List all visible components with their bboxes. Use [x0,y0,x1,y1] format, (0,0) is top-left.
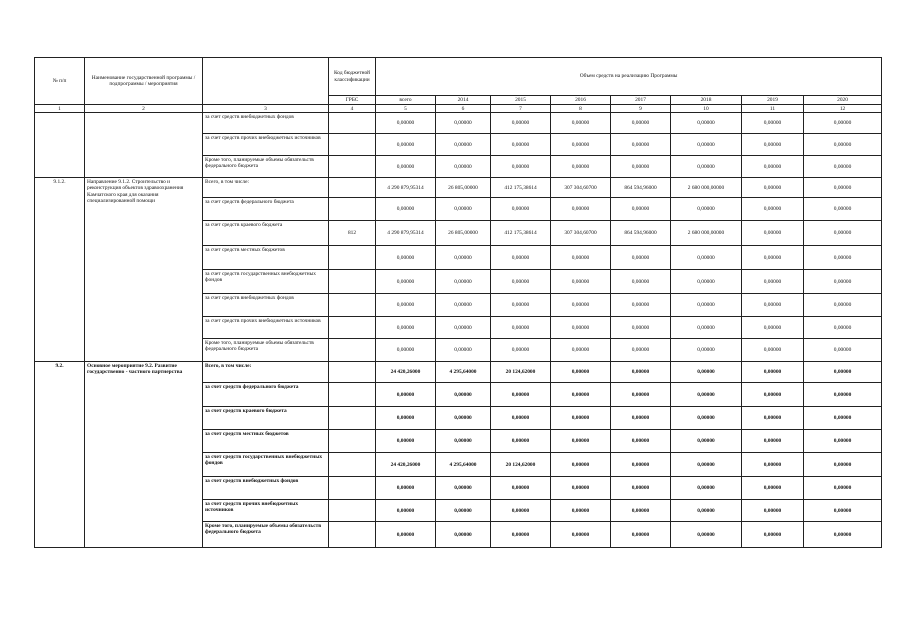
funding-source-cell: за счет средств федерального бюджета [203,198,329,221]
year-amount-cell: 0,00000 [671,294,742,317]
year-amount-cell: 0,00000 [742,522,804,548]
year-amount-cell: 0,00000 [742,270,804,294]
year-amount-cell: 0,00000 [671,317,742,339]
grbs-code-cell [329,383,376,407]
funding-source-cell: за счет средств внебюджетных фондов [203,113,329,134]
year-amount-cell: 0,00000 [436,407,491,430]
grbs-code-cell: 812 [329,221,376,246]
funding-source-cell: за счет средств краевого бюджета [203,407,329,430]
year-amount-cell: 0,00000 [436,294,491,317]
column-number: 5 [376,105,436,113]
grbs-code-cell [329,178,376,198]
year-amount-cell: 0,00000 [551,198,611,221]
grbs-code-cell [329,477,376,500]
year-amount-cell: 0,00000 [671,522,742,548]
year-amount-cell: 0,00000 [804,317,882,339]
year-amount-cell: 0,00000 [671,477,742,500]
year-amount-cell: 2 680 000,00000 [671,178,742,198]
total-amount-cell: 24 420,26000 [376,453,436,477]
year-amount-cell: 4 295,64000 [436,362,491,383]
header-source [203,58,329,105]
year-amount-cell: 0,00000 [611,294,671,317]
year-amount-cell: 0,00000 [742,198,804,221]
grbs-code-cell [329,294,376,317]
total-amount-cell: 0,00000 [376,477,436,500]
funding-source-cell: Кроме того, планируемые объемы обязательств федерального бюджета [203,339,329,362]
year-amount-cell: 20 124,62000 [491,453,551,477]
year-amount-cell: 0,00000 [611,362,671,383]
year-amount-cell: 0,00000 [436,198,491,221]
column-number: 6 [436,105,491,113]
year-amount-cell: 0,00000 [491,430,551,453]
year-amount-cell: 0,00000 [436,339,491,362]
column-number: 10 [671,105,742,113]
table-row [35,178,882,198]
budget-table-sheet [34,57,881,548]
year-amount-cell: 0,00000 [611,383,671,407]
year-amount-cell: 0,00000 [611,134,671,156]
year-amount-cell: 26 805,00000 [436,221,491,246]
year-amount-cell: 0,00000 [611,430,671,453]
header-year: 2018 [671,96,742,105]
table-body [35,113,882,548]
year-amount-cell: 0,00000 [671,134,742,156]
year-amount-cell: 0,00000 [491,477,551,500]
year-amount-cell: 0,00000 [611,270,671,294]
year-amount-cell: 0,00000 [804,430,882,453]
total-amount-cell: 0,00000 [376,383,436,407]
total-amount-cell: 24 420,26000 [376,362,436,383]
year-amount-cell: 0,00000 [436,522,491,548]
year-amount-cell: 0,00000 [742,430,804,453]
header-total: всего [376,96,436,105]
year-amount-cell: 26 805,00000 [436,178,491,198]
year-amount-cell: 0,00000 [436,477,491,500]
grbs-code-cell [329,134,376,156]
year-amount-cell: 0,00000 [742,178,804,198]
funding-source-cell: за счет средств прочих внебюджетных источников [203,500,329,522]
column-number: 2 [85,105,203,113]
year-amount-cell: 0,00000 [671,198,742,221]
year-amount-cell: 0,00000 [551,317,611,339]
year-amount-cell: 0,00000 [491,317,551,339]
year-amount-cell: 0,00000 [551,362,611,383]
year-amount-cell: 0,00000 [671,156,742,178]
year-amount-cell: 4 295,64000 [436,453,491,477]
year-amount-cell: 307 304,60700 [551,221,611,246]
year-amount-cell: 0,00000 [611,500,671,522]
year-amount-cell: 0,00000 [742,339,804,362]
year-amount-cell: 0,00000 [551,522,611,548]
year-amount-cell: 0,00000 [551,477,611,500]
header-year: 2016 [551,96,611,105]
year-amount-cell: 0,00000 [611,317,671,339]
year-amount-cell: 0,00000 [804,246,882,270]
funding-source-cell: за счет средств внебюджетных фондов [203,477,329,500]
year-amount-cell: 0,00000 [742,477,804,500]
total-amount-cell: 4 290 879,95314 [376,178,436,198]
year-amount-cell: 0,00000 [611,453,671,477]
total-amount-cell: 0,00000 [376,198,436,221]
year-amount-cell: 0,00000 [611,198,671,221]
year-amount-cell: 0,00000 [742,362,804,383]
total-amount-cell: 0,00000 [376,134,436,156]
year-amount-cell: 0,00000 [551,500,611,522]
funding-source-cell: за счет средств внебюджетных фондов [203,294,329,317]
header-year: 2019 [742,96,804,105]
total-amount-cell: 4 290 879,95314 [376,221,436,246]
year-amount-cell: 0,00000 [804,221,882,246]
year-amount-cell: 0,00000 [611,477,671,500]
header-year: 2020 [804,96,882,105]
funding-source-cell: за счет средств краевого бюджета [203,221,329,246]
column-number: 8 [551,105,611,113]
funding-source-cell: за счет средств местных бюджетов [203,430,329,453]
year-amount-cell: 0,00000 [804,113,882,134]
year-amount-cell: 307 304,60700 [551,178,611,198]
year-amount-cell: 0,00000 [742,500,804,522]
year-amount-cell: 0,00000 [436,134,491,156]
year-amount-cell: 0,00000 [551,246,611,270]
grbs-code-cell [329,407,376,430]
year-amount-cell: 864 594,96000 [611,221,671,246]
year-amount-cell: 0,00000 [671,246,742,270]
year-amount-cell: 0,00000 [436,246,491,270]
total-amount-cell: 0,00000 [376,317,436,339]
header-index: № п/п [35,58,85,105]
header-year: 2017 [611,96,671,105]
year-amount-cell: 0,00000 [804,178,882,198]
year-amount-cell: 0,00000 [436,113,491,134]
year-amount-cell: 0,00000 [551,383,611,407]
grbs-code-cell [329,198,376,221]
year-amount-cell: 0,00000 [804,453,882,477]
column-number: 11 [742,105,804,113]
year-amount-cell: 0,00000 [611,113,671,134]
year-amount-cell: 0,00000 [804,407,882,430]
funding-source-cell: Кроме того, планируемые объемы обязательств федерального бюджета [203,522,329,548]
header-volume: Объем средств на реализацию Программы [376,58,882,96]
grbs-code-cell [329,317,376,339]
year-amount-cell: 0,00000 [436,156,491,178]
year-amount-cell: 0,00000 [551,294,611,317]
year-amount-cell: 0,00000 [804,522,882,548]
year-amount-cell: 0,00000 [742,407,804,430]
year-amount-cell: 0,00000 [491,198,551,221]
funding-source-cell: Кроме того, планируемые объемы обязательств федерального бюджета [203,156,329,178]
year-amount-cell: 0,00000 [551,407,611,430]
year-amount-cell: 0,00000 [742,246,804,270]
year-amount-cell: 0,00000 [804,156,882,178]
year-amount-cell: 0,00000 [491,156,551,178]
year-amount-cell: 0,00000 [671,113,742,134]
year-amount-cell: 0,00000 [491,294,551,317]
header-name: Наименование государственной программы / подпрограммы / мероприятия [85,58,203,105]
year-amount-cell: 0,00000 [671,270,742,294]
year-amount-cell: 0,00000 [491,339,551,362]
year-amount-cell: 0,00000 [742,317,804,339]
year-amount-cell: 0,00000 [436,500,491,522]
year-amount-cell: 0,00000 [742,221,804,246]
funding-source-cell: за счет средств прочих внебюджетных источников [203,317,329,339]
column-number: 7 [491,105,551,113]
year-amount-cell: 0,00000 [436,270,491,294]
item-index-cell: 9.1.2. [35,178,85,362]
year-amount-cell: 0,00000 [804,134,882,156]
year-amount-cell: 0,00000 [671,383,742,407]
year-amount-cell: 864 594,96000 [611,178,671,198]
year-amount-cell: 0,00000 [804,383,882,407]
year-amount-cell: 0,00000 [611,156,671,178]
year-amount-cell: 0,00000 [491,134,551,156]
grbs-code-cell [329,500,376,522]
year-amount-cell: 0,00000 [436,383,491,407]
year-amount-cell: 0,00000 [551,339,611,362]
grbs-code-cell [329,522,376,548]
total-amount-cell: 0,00000 [376,246,436,270]
column-number: 9 [611,105,671,113]
funding-source-cell: за счет средств федерального бюджета [203,383,329,407]
year-amount-cell: 0,00000 [611,407,671,430]
year-amount-cell: 0,00000 [491,500,551,522]
funding-source-cell: за счет средств местных бюджетов [203,246,329,270]
column-number: 3 [203,105,329,113]
year-amount-cell: 0,00000 [491,407,551,430]
table-row [35,113,882,134]
item-index-cell [35,113,85,178]
year-amount-cell: 0,00000 [742,156,804,178]
year-amount-cell: 2 680 000,00000 [671,221,742,246]
budget-table [34,57,882,548]
year-amount-cell: 0,00000 [804,339,882,362]
year-amount-cell: 0,00000 [551,134,611,156]
year-amount-cell: 0,00000 [742,383,804,407]
grbs-code-cell [329,362,376,383]
year-amount-cell: 20 124,62000 [491,362,551,383]
year-amount-cell: 0,00000 [551,156,611,178]
total-amount-cell: 0,00000 [376,522,436,548]
total-amount-cell: 0,00000 [376,500,436,522]
grbs-code-cell [329,453,376,477]
year-amount-cell: 0,00000 [491,113,551,134]
header-code: Код бюджетной классификации [329,58,376,96]
year-amount-cell: 0,00000 [551,113,611,134]
total-amount-cell: 0,00000 [376,156,436,178]
year-amount-cell: 0,00000 [671,430,742,453]
item-name-cell: Направление 9.1.2. Строительство и реконструкция объектов здравоохранения Камчатского края для оказания специализированной помощи [85,178,203,362]
year-amount-cell: 0,00000 [551,270,611,294]
year-amount-cell: 0,00000 [436,317,491,339]
year-amount-cell: 412 175,38614 [491,221,551,246]
year-amount-cell: 0,00000 [804,362,882,383]
item-name-cell: Основное мероприятие 9.2. Развитие государственно - частного партнерства [85,362,203,548]
funding-source-cell: Всего, в том числе: [203,362,329,383]
year-amount-cell: 0,00000 [551,453,611,477]
header-grbs: ГРБС [329,96,376,105]
funding-source-cell: за счет средств прочих внебюджетных источников [203,134,329,156]
year-amount-cell: 0,00000 [491,383,551,407]
year-amount-cell: 0,00000 [742,294,804,317]
grbs-code-cell [329,113,376,134]
year-amount-cell: 0,00000 [804,477,882,500]
grbs-code-cell [329,339,376,362]
year-amount-cell: 0,00000 [671,407,742,430]
header-year: 2015 [491,96,551,105]
year-amount-cell: 0,00000 [611,246,671,270]
grbs-code-cell [329,156,376,178]
year-amount-cell: 0,00000 [436,430,491,453]
year-amount-cell: 0,00000 [804,500,882,522]
column-number-row [35,105,882,113]
year-amount-cell: 0,00000 [804,270,882,294]
item-name-cell [85,113,203,178]
grbs-code-cell [329,270,376,294]
year-amount-cell: 0,00000 [804,198,882,221]
grbs-code-cell [329,430,376,453]
year-amount-cell: 412 175,38614 [491,178,551,198]
total-amount-cell: 0,00000 [376,270,436,294]
year-amount-cell: 0,00000 [804,294,882,317]
year-amount-cell: 0,00000 [491,522,551,548]
year-amount-cell: 0,00000 [742,453,804,477]
year-amount-cell: 0,00000 [671,500,742,522]
year-amount-cell: 0,00000 [491,246,551,270]
total-amount-cell: 0,00000 [376,430,436,453]
year-amount-cell: 0,00000 [551,430,611,453]
total-amount-cell: 0,00000 [376,339,436,362]
year-amount-cell: 0,00000 [742,113,804,134]
funding-source-cell: Всего, в том числе: [203,178,329,198]
year-amount-cell: 0,00000 [671,362,742,383]
column-number: 12 [804,105,882,113]
grbs-code-cell [329,246,376,270]
header-row [35,58,882,96]
year-amount-cell: 0,00000 [491,270,551,294]
year-amount-cell: 0,00000 [611,339,671,362]
total-amount-cell: 0,00000 [376,407,436,430]
year-amount-cell: 0,00000 [611,522,671,548]
table-row [35,362,882,383]
year-amount-cell: 0,00000 [671,453,742,477]
funding-source-cell: за счет средств государственных внебюджетных фондов [203,453,329,477]
year-amount-cell: 0,00000 [671,339,742,362]
year-amount-cell: 0,00000 [742,134,804,156]
header-year: 2014 [436,96,491,105]
column-number: 4 [329,105,376,113]
funding-source-cell: за счет средств государственных внебюджетных фондов [203,270,329,294]
column-number: 1 [35,105,85,113]
total-amount-cell: 0,00000 [376,294,436,317]
item-index-cell: 9.2. [35,362,85,548]
total-amount-cell: 0,00000 [376,113,436,134]
